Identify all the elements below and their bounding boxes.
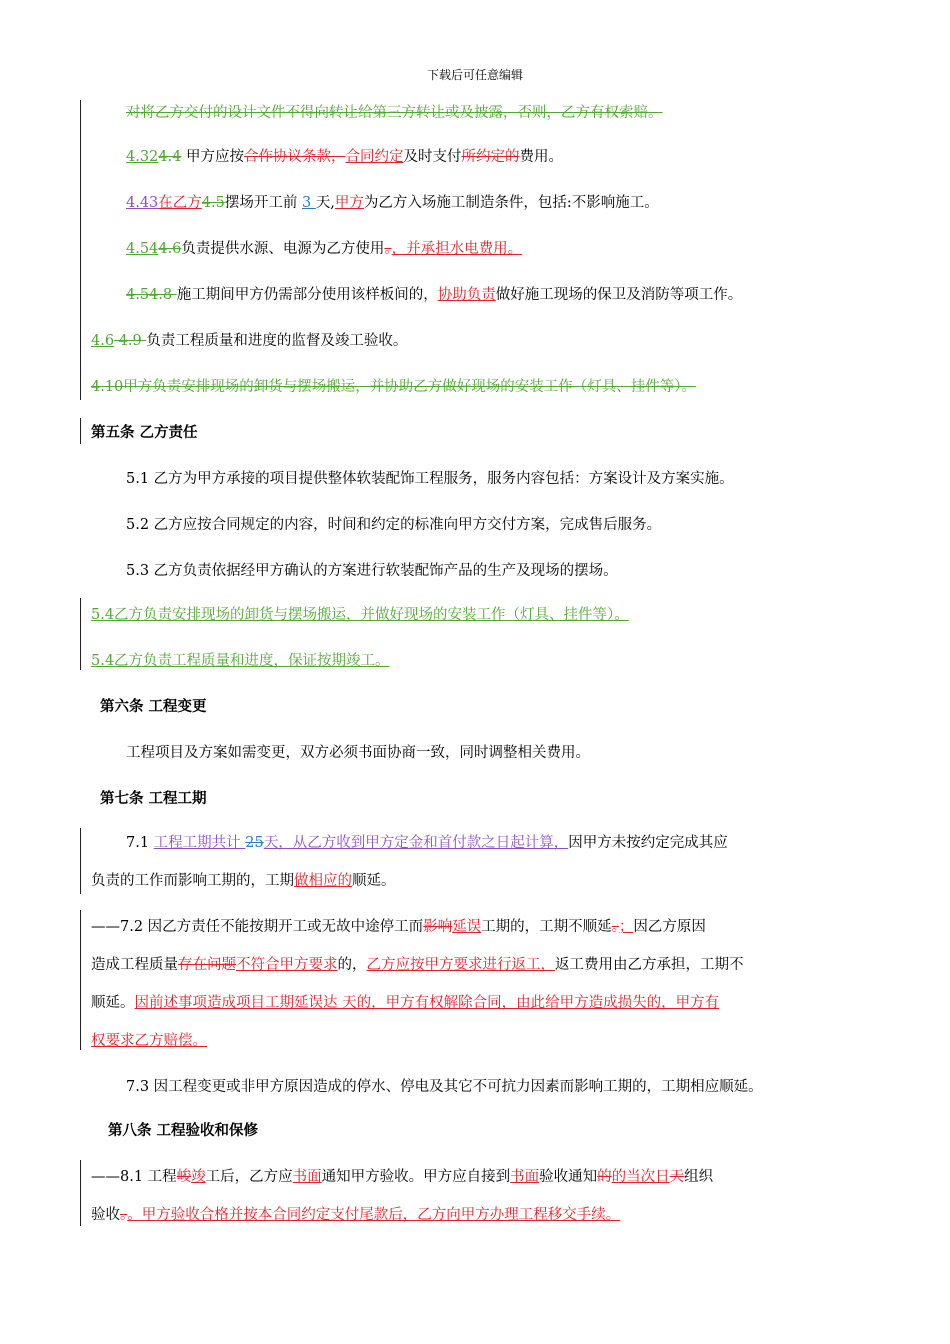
clause-8-1: ——8.1 工程峻竣工后，乙方应书面通知甲方验收。甲方应自接到书面验收通知的的当次日天组织 (91, 1169, 714, 1185)
section-7-title: 第七条 工程工期 (100, 790, 207, 807)
section-5-title: 第五条 乙方责任 (91, 424, 198, 441)
section-6-title: 第六条 工程变更 (100, 698, 207, 715)
clause-line: 对将乙方交付的设计文件不得向转让给第三方转让或及披露，否则，乙方有权索赔。 (126, 105, 663, 121)
change-bar (80, 910, 81, 1050)
clause-7-1: 7.1 工程工期共计 25天，从乙方收到甲方定金和首付款之日起计算，因甲方未按约定完成其应 (126, 835, 728, 851)
clause-7-2-cont-2: 顺延。因前述事项造成项目工期延误达 天的，甲方有权解除合同，由此给甲方造成损失的，甲方有 (91, 995, 720, 1011)
change-bar (80, 1160, 81, 1226)
clause-4-10: 4.10甲方负责安排现场的卸货与摆场搬运，并协助乙方做好现场的安装工作（灯具、挂件等）。 (91, 379, 697, 395)
clause-5-1: 5.1 乙方为甲方承接的项目提供整体软装配饰工程服务，服务内容包括：方案设计及方案实施。 (126, 471, 734, 487)
clause-7-2: ——7.2 因乙方责任不能按期开工或无故中途停工而影响延误工期的，工期不顺延。；因乙方原因 (91, 919, 706, 935)
clause-8-1-cont: 验收。。甲方验收合格并按本合同约定支付尾款后，乙方向甲方办理工程移交手续。 (91, 1207, 621, 1223)
clause-5-2: 5.2 乙方应按合同规定的内容，时间和约定的标准向甲方交付方案，完成售后服务。 (126, 517, 662, 533)
clause-7-1-cont: 负责的工作而影响工期的，工期做相应的顺延。 (91, 873, 396, 889)
section-8-title: 第八条 工程验收和保修 (108, 1122, 259, 1139)
clause-5-3: 5.3 乙方负责依据经甲方确认的方案进行软装配饰产品的生产及现场的摆场。 (126, 563, 618, 579)
clause-4-6: 4.544.6负责提供水源、电源为乙方使用。，并承担水电费用。 (126, 241, 523, 257)
clause-4-4: 4.324.4 甲方应按合作协议条款，合同约定及时支付所约定的费用。 (126, 149, 563, 165)
clause-7-3: 7.3 因工程变更或非甲方原因造成的停水、停电及其它不可抗力因素而影响工期的，工期相应顺延。 (126, 1079, 763, 1095)
change-bar (80, 828, 81, 894)
clause-6-1: 工程项目及方案如需变更，双方必须书面协商一致，同时调整相关费用。 (126, 745, 590, 761)
clause-7-2-cont-1: 造成工程质量存在问题不符合甲方要求的，乙方应按甲方要求进行返工，返工费用由乙方承担，工期不 (91, 957, 744, 973)
change-bar (80, 598, 81, 670)
clause-4-8: 4.54.8 施工期间甲方仍需部分使用该样板间的，协助负责做好施工现场的保卫及消防等项工作。 (126, 287, 743, 303)
clause-4-9: 4.6 4.9 负责工程质量和进度的监督及竣工验收。 (91, 333, 408, 349)
change-bar (80, 100, 81, 400)
clause-5-4-a: 5.4乙方负责安排现场的卸货与摆场搬运，并做好现场的安装工作（灯具、挂件等）。 (91, 607, 629, 623)
clause-4-5: 4.43在乙方4.5摆场开工前 3 天,甲方为乙方入场施工制造条件，包括:不影响施工。 (126, 195, 659, 211)
clause-7-2-cont-3: 权要求乙方赔偿。 (91, 1033, 207, 1049)
clause-5-4-b: 5.4乙方负责工程质量和进度，保证按期竣工。 (91, 653, 390, 669)
page-header: 下载后可任意编辑 (426, 68, 523, 82)
change-bar (80, 418, 81, 444)
